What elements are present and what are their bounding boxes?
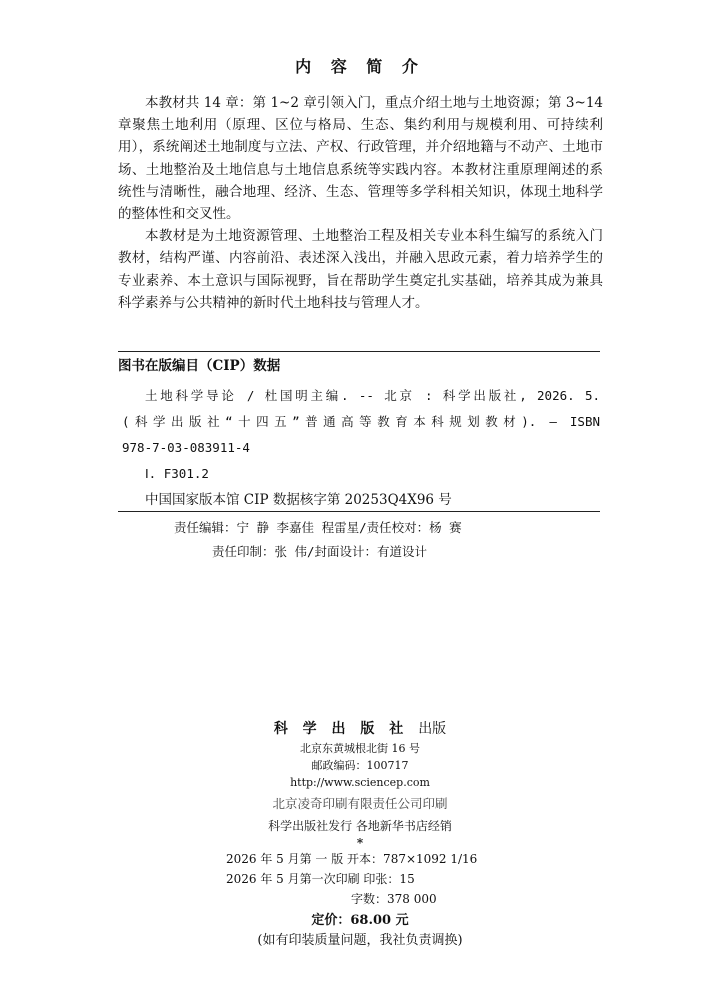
summary-body: [118, 92, 603, 314]
summary-heading: 内 容 简 介: [295, 57, 425, 76]
word-count: 字数：378 000: [351, 892, 437, 906]
publisher-line: [0, 718, 720, 740]
cip-top-rule: [118, 351, 600, 352]
cip-isbn: 978-7-03-083911-4: [122, 440, 250, 455]
cip-title: 图书在版编目（CIP）数据: [118, 358, 281, 374]
publisher-url: http://www.sciencep.com: [290, 776, 430, 789]
quality-notice: (如有印装质量问题，我社负责调换): [257, 933, 463, 948]
editors-block: [150, 516, 620, 564]
cip-bottom-rule: [118, 511, 600, 512]
cip-line: 土地科学导论 / 杜国明主编. -- 北京 : 科学出版社, 2026. 5.: [145, 388, 600, 403]
publisher-name: 科 学 出 版 社: [273, 721, 409, 737]
summary-paragraph: 本教材是为土地资源管理、土地整治工程及相关专业本科生编写的系统入门教材，结构严谨、内容前沿、表述深入浅出，并融入思政元素，着力培养学生的专业素养、本土意识与国际视野，旨在帮助学生奠定扎实基础，培养其成为兼具科学素养与公共精神的新时代土地科技与管理人才。: [118, 228, 603, 311]
printing-line: 2026 年 5 月第一次印刷 印张：15: [226, 872, 415, 886]
publisher-postcode: 邮政编码：100717: [311, 759, 409, 772]
cip-block: [118, 355, 600, 513]
publisher-address: 北京东黄城根北街 16 号: [300, 742, 420, 755]
separator-star: *: [356, 836, 364, 850]
cip-record: 中国国家版本馆 CIP 数据核字第 20253Q4X96 号: [145, 492, 452, 508]
publisher-suffix: 出版: [418, 721, 447, 737]
printer-line: 北京凌奇印刷有限责任公司印刷: [272, 796, 448, 811]
cip-line: (科学出版社“十四五”普通高等教育本科规划教材). — ISBN: [122, 414, 600, 429]
price-line: 定价：68.00 元: [311, 913, 409, 928]
edition-block: [0, 849, 720, 909]
edition-line: 2026 年 5 月第 一 版 开本：787×1092 1/16: [226, 852, 478, 866]
editors-row: 责任印制：张 伟/封面设计：有道设计: [212, 544, 428, 559]
cip-classification: Ⅰ. F301.2: [145, 466, 209, 481]
imprint-block: [0, 718, 720, 951]
distribution-line: 科学出版社发行 各地新华书店经销: [268, 819, 452, 833]
editors-row: 责任编辑：宁 静 李嘉佳 程雷星/责任校对：杨 赛: [174, 520, 462, 535]
summary-paragraph: 本教材共 14 章：第 1~2 章引领入门，重点介绍土地与土地资源；第 3~14 章聚焦土地利用（原理、区位与格局、生态、集约利用与规模利用、可持续利用），系统阐述土地制度与立法、产权、行政管理，并介绍地籍与不动产、土地市场、土地整治及土地信息与土地信息系统等实践内容。本教材注重原理阐述的系统性与清晰性，融合地理、经济、生态、管理等多学科相关知识，体现土地科学的整体性和交叉性。: [118, 95, 603, 223]
